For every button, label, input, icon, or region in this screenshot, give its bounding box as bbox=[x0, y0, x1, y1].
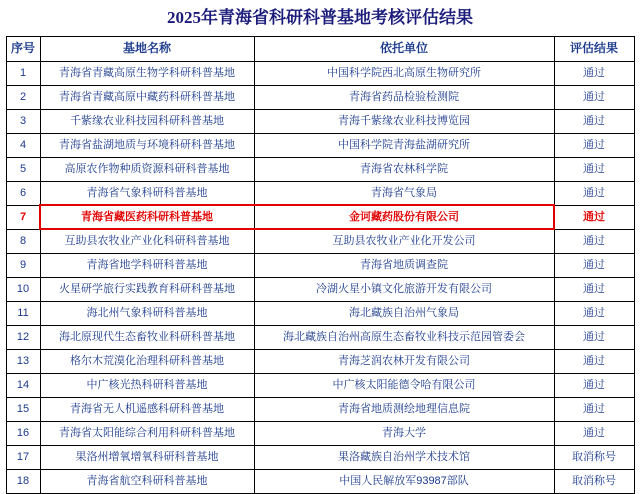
table-body bbox=[6, 61, 634, 493]
cell-base-name: 互助县农牧业产业化科研科普基地 bbox=[40, 229, 254, 253]
cell-result: 通过 bbox=[554, 229, 634, 253]
cell-unit: 中广核太阳能德令哈有限公司 bbox=[254, 373, 554, 397]
cell-index: 3 bbox=[6, 109, 40, 133]
cell-unit: 青海省地质调查院 bbox=[254, 253, 554, 277]
cell-index: 16 bbox=[6, 421, 40, 445]
cell-index: 7 bbox=[6, 205, 40, 229]
column-header-unit: 依托单位 bbox=[254, 36, 554, 61]
cell-base-name: 青海省盐湖地质与环境科研科普基地 bbox=[40, 133, 254, 157]
cell-result: 通过 bbox=[554, 277, 634, 301]
cell-result: 通过 bbox=[554, 205, 634, 229]
table-row bbox=[6, 445, 634, 469]
cell-index: 11 bbox=[6, 301, 40, 325]
cell-index: 8 bbox=[6, 229, 40, 253]
cell-unit: 海北藏族自治州高原生态畜牧业科技示范园管委会 bbox=[254, 325, 554, 349]
cell-base-name: 青海省航空科研科普基地 bbox=[40, 469, 254, 493]
table-row bbox=[6, 181, 634, 205]
cell-base-name: 高原农作物种质资源科研科普基地 bbox=[40, 157, 254, 181]
table-row bbox=[6, 421, 634, 445]
table-header bbox=[6, 36, 634, 61]
cell-base-name: 青海省青藏高原中藏药科研科普基地 bbox=[40, 85, 254, 109]
cell-result: 通过 bbox=[554, 301, 634, 325]
cell-result: 通过 bbox=[554, 349, 634, 373]
cell-base-name: 海北州气象科研科普基地 bbox=[40, 301, 254, 325]
cell-index: 9 bbox=[6, 253, 40, 277]
cell-result: 通过 bbox=[554, 61, 634, 85]
table-row bbox=[6, 397, 634, 421]
cell-result: 通过 bbox=[554, 181, 634, 205]
table-row bbox=[6, 61, 634, 85]
table-row bbox=[6, 301, 634, 325]
cell-result: 通过 bbox=[554, 109, 634, 133]
cell-index: 18 bbox=[6, 469, 40, 493]
table-row bbox=[6, 325, 634, 349]
cell-base-name: 青海省无人机遥感科研科普基地 bbox=[40, 397, 254, 421]
results-table bbox=[6, 36, 635, 494]
cell-unit: 青海省药品检验检测院 bbox=[254, 85, 554, 109]
cell-result: 通过 bbox=[554, 373, 634, 397]
table-row bbox=[6, 157, 634, 181]
table-row bbox=[6, 469, 634, 493]
cell-index: 15 bbox=[6, 397, 40, 421]
cell-result: 通过 bbox=[554, 397, 634, 421]
cell-base-name: 青海省青藏高原生物学科研科普基地 bbox=[40, 61, 254, 85]
cell-base-name: 青海省地学科研科普基地 bbox=[40, 253, 254, 277]
cell-unit: 青海省地质测绘地理信息院 bbox=[254, 397, 554, 421]
cell-unit: 青海千紫缘农业科技博览园 bbox=[254, 109, 554, 133]
column-header-result: 评估结果 bbox=[554, 36, 634, 61]
cell-index: 12 bbox=[6, 325, 40, 349]
cell-unit: 冷湖火星小镇文化旅游开发有限公司 bbox=[254, 277, 554, 301]
cell-index: 10 bbox=[6, 277, 40, 301]
cell-result: 通过 bbox=[554, 325, 634, 349]
table-header-row bbox=[6, 36, 634, 61]
column-header-index: 序号 bbox=[6, 36, 40, 61]
cell-base-name: 青海省气象科研科普基地 bbox=[40, 181, 254, 205]
cell-base-name: 海北原现代生态畜牧业科研科普基地 bbox=[40, 325, 254, 349]
cell-result: 通过 bbox=[554, 253, 634, 277]
cell-index: 2 bbox=[6, 85, 40, 109]
cell-result: 取消称号 bbox=[554, 469, 634, 493]
page-title: 2025年青海省科研科普基地考核评估结果 bbox=[167, 8, 473, 27]
cell-base-name: 中广核光热科研科普基地 bbox=[40, 373, 254, 397]
cell-base-name: 青海省太阳能综合利用科研科普基地 bbox=[40, 421, 254, 445]
cell-index: 5 bbox=[6, 157, 40, 181]
cell-index: 14 bbox=[6, 373, 40, 397]
table-row bbox=[6, 373, 634, 397]
table-row bbox=[6, 109, 634, 133]
cell-result: 通过 bbox=[554, 85, 634, 109]
cell-unit: 青海芝润农林开发有限公司 bbox=[254, 349, 554, 373]
table-row bbox=[6, 253, 634, 277]
cell-index: 17 bbox=[6, 445, 40, 469]
cell-unit: 中国科学院青海盐湖研究所 bbox=[254, 133, 554, 157]
cell-index: 6 bbox=[6, 181, 40, 205]
cell-unit: 青海省农林科学院 bbox=[254, 157, 554, 181]
column-header-base-name: 基地名称 bbox=[40, 36, 254, 61]
cell-unit: 互助县农牧业产业化开发公司 bbox=[254, 229, 554, 253]
table-row bbox=[6, 133, 634, 157]
table-row bbox=[6, 349, 634, 373]
cell-index: 4 bbox=[6, 133, 40, 157]
cell-result: 通过 bbox=[554, 421, 634, 445]
cell-unit: 中国科学院西北高原生物研究所 bbox=[254, 61, 554, 85]
table-row bbox=[6, 85, 634, 109]
cell-result: 通过 bbox=[554, 157, 634, 181]
cell-unit: 果洛藏族自治州学术技术馆 bbox=[254, 445, 554, 469]
cell-index: 13 bbox=[6, 349, 40, 373]
cell-unit: 金诃藏药股份有限公司 bbox=[254, 205, 554, 229]
table-row bbox=[6, 229, 634, 253]
table-row bbox=[6, 205, 634, 229]
cell-unit: 中国人民解放军93987部队 bbox=[254, 469, 554, 493]
cell-unit: 海北藏族自治州气象局 bbox=[254, 301, 554, 325]
cell-base-name: 果洛州增氧增氧科研科普基地 bbox=[40, 445, 254, 469]
cell-unit: 青海大学 bbox=[254, 421, 554, 445]
cell-result: 取消称号 bbox=[554, 445, 634, 469]
cell-base-name: 火星研学旅行实践教育科研科普基地 bbox=[40, 277, 254, 301]
cell-unit: 青海省气象局 bbox=[254, 181, 554, 205]
cell-base-name: 千紫缘农业科技园科研科普基地 bbox=[40, 109, 254, 133]
cell-base-name: 青海省藏医药科研科普基地 bbox=[40, 205, 254, 229]
cell-base-name: 格尔木荒漠化治理科研科普基地 bbox=[40, 349, 254, 373]
table-row bbox=[6, 277, 634, 301]
cell-index: 1 bbox=[6, 61, 40, 85]
cell-result: 通过 bbox=[554, 133, 634, 157]
